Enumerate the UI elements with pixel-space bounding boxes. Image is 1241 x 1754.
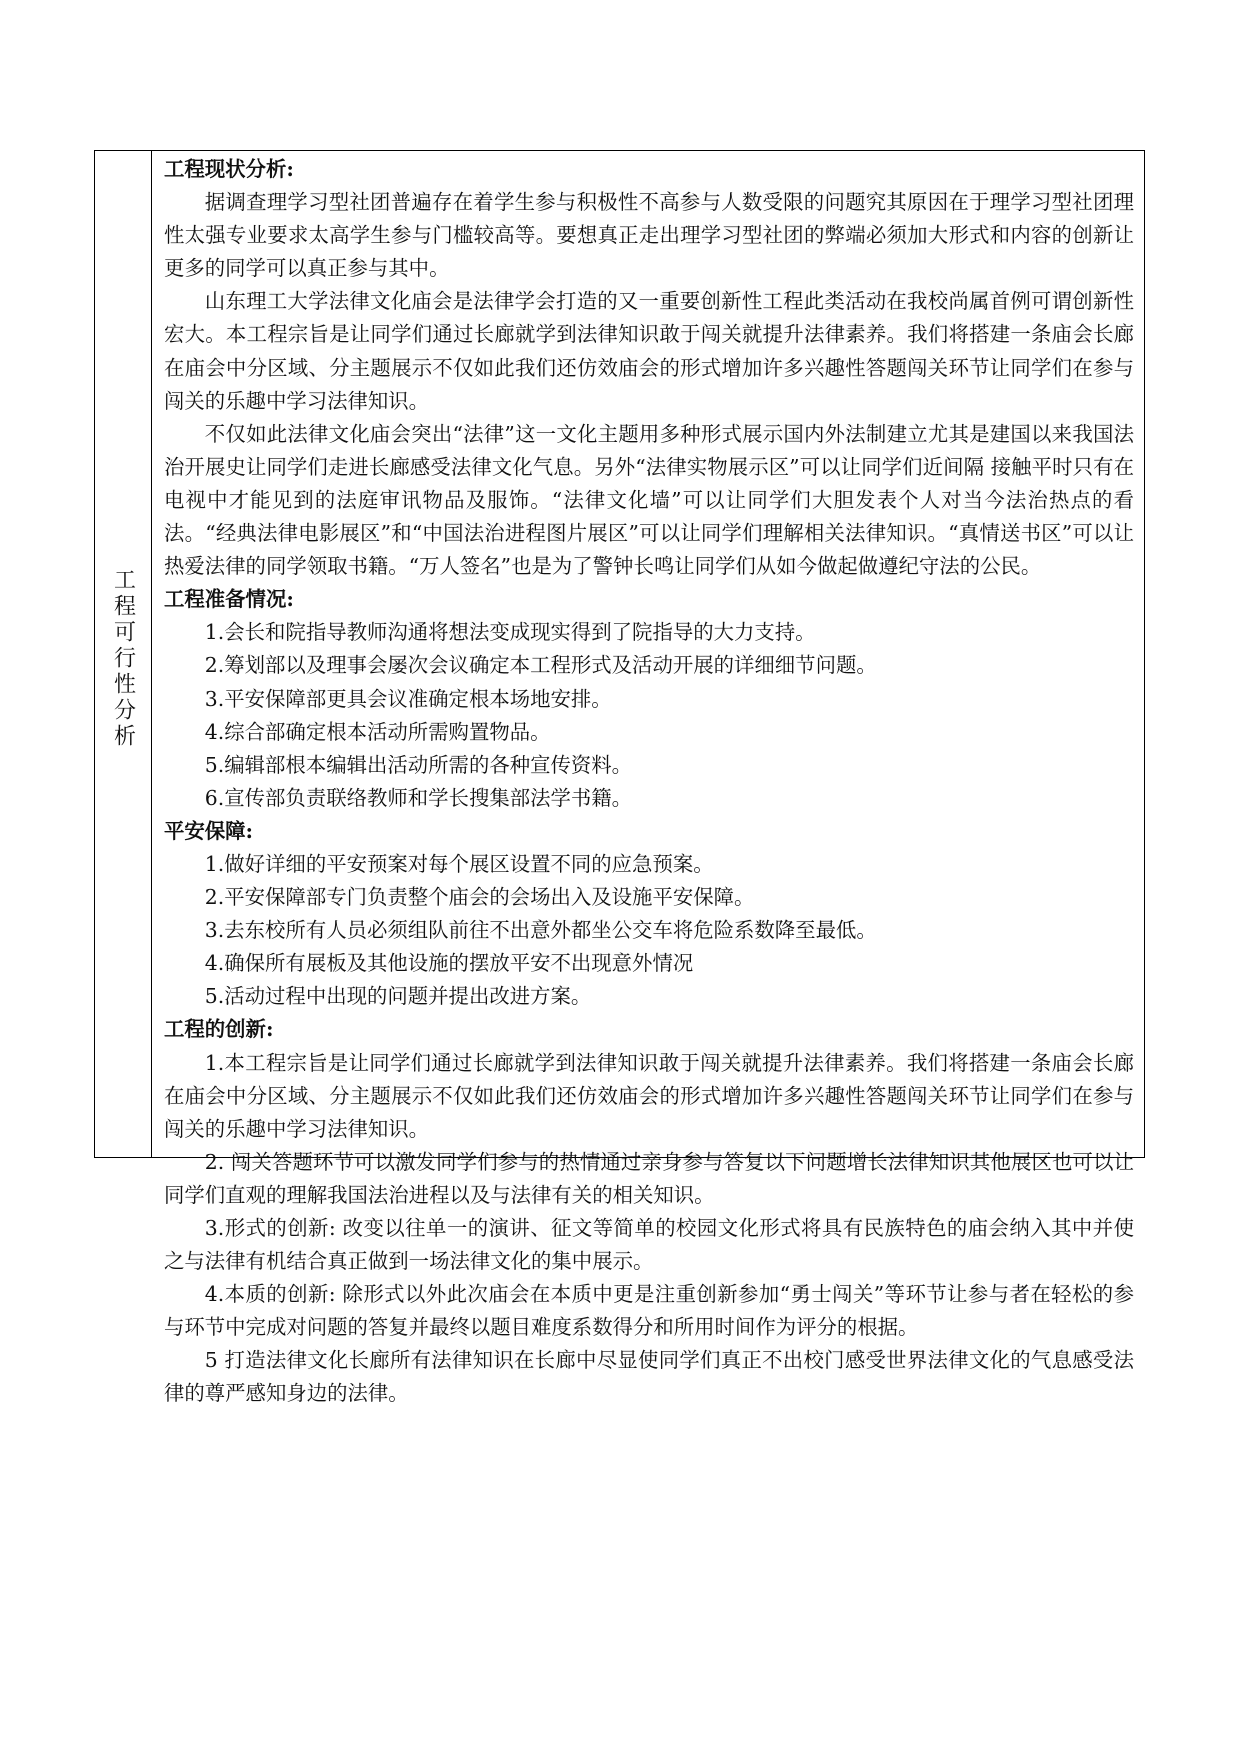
safety-item: 3.去东校所有人员必须组队前往不出意外都坐公交车将危险系数降至最低。: [204, 918, 877, 943]
status-paragraph: 不仅如此法律文化庙会突出“法律”这一文化主题用多种形式展示国内外法制建立尤其是建国以来我国法治开展史让同学们走进长廊感受法律文化气息。另外“法律实物展示区”可以让同学们近间隔 接触平时只有在电视中才能见到的法庭审讯物品及服饰。“法律文化墙”可以让同学们大胆发表个人对当今法治热点的看法。“经典法律电影展区”和“中国法治进程图片展区”可以让同学们理解相关法律知识。“真情送书区”可以让热爱法律的同学领取书籍。“万人签名”也是为了警钟长鸣让同学们从如今做起做遵纪守法的公民。: [164, 421, 1134, 579]
preparation-item: 5.编辑部根本编辑出活动所需的各种宣传资料。: [204, 752, 633, 777]
safety-item: 5.活动过程中出现的问题并提出改进方案。: [204, 984, 592, 1009]
section-heading-status: 工程现状分析:: [164, 157, 294, 181]
innovation-item: 2. 闯关答题环节可以激发同学们参与的热情通过亲身参与答复以下问题增长法律知识其他展区也可以让同学们直观的理解我国法治进程以及与法律有关的相关知识。: [164, 1149, 1134, 1207]
innovation-item: 5 打造法律文化长廊所有法律知识在长廊中尽显使同学们真正不出校门感受世界法律文化的气息感受法律的尊严感知身边的法律。: [164, 1348, 1134, 1406]
safety-item: 4.确保所有展板及其他设施的摆放平安不出现意外情况: [204, 951, 694, 976]
feasibility-table: [94, 150, 1145, 1406]
safety-item: 2.平安保障部专门负责整个庙会的会场出入及设施平安保障。: [204, 885, 755, 910]
section-heading-safety: 平安保障:: [164, 818, 254, 843]
side-label: 工程可行性分析: [110, 568, 136, 750]
preparation-item: 1.会长和院指导教师沟通将想法变成现实得到了院指导的大力支持。: [204, 620, 816, 645]
preparation-item: 2.筹划部以及理事会屡次会议确定本工程形式及活动开展的详细细节问题。: [204, 653, 877, 678]
side-label-cell: [95, 151, 152, 1157]
preparation-item: 3.平安保障部更具会议准确定根本场地安排。: [204, 686, 612, 711]
innovation-item: 3.形式的创新: 改变以往单一的演讲、征文等简单的校园文化形式将具有民族特色的庙会纳入其中并使之与法律有机结合真正做到一场法律文化的集中展示。: [164, 1216, 1134, 1274]
innovation-item: 1.本工程宗旨是让同学们通过长廊就学到法律知识敢于闯关就提升法律素养。我们将搭建一条庙会长廊在庙会中分区域、分主题展示不仅如此我们还仿效庙会的形式增加许多兴趣性答题闯关环节让同学们在参与闯关的乐趣中学习法律知识。: [164, 1050, 1134, 1141]
content-cell: [152, 151, 1144, 1406]
safety-item: 1.做好详细的平安预案对每个展区设置不同的应急预案。: [204, 851, 714, 876]
preparation-item: 6.宣传部负责联络教师和学长搜集部法学书籍。: [204, 785, 633, 810]
status-paragraph: 据调查理学习型社团普遍存在着学生参与积极性不高参与人数受限的问题究其原因在于理学习型社团理性太强专业要求太高学生参与门槛较高等。要想真正走出理学习型社团的弊端必须加大形式和内容的创新让更多的同学可以真正参与其中。: [164, 190, 1134, 281]
status-paragraph: 山东理工大学法律文化庙会是法律学会打造的又一重要创新性工程此类活动在我校尚属首例可谓创新性宏大。本工程宗旨是让同学们通过长廊就学到法律知识敢于闯关就提升法律素养。我们将搭建一条庙会长廊在庙会中分区域、分主题展示不仅如此我们还仿效庙会的形式增加许多兴趣性答题闯关环节让同学们在参与闯关的乐趣中学习法律知识。: [164, 289, 1134, 413]
section-heading-innovation: 工程的创新:: [164, 1017, 274, 1042]
section-heading-preparation: 工程准备情况:: [164, 587, 294, 612]
preparation-item: 4.综合部确定根本活动所需购置物品。: [204, 719, 551, 744]
innovation-item: 4.本质的创新: 除形式以外此次庙会在本质中更是注重创新参加“勇士闯关”等环节让参与者在轻松的参与环节中完成对问题的答复并最终以题目难度系数得分和所用时间作为评分的根据。: [164, 1282, 1134, 1340]
